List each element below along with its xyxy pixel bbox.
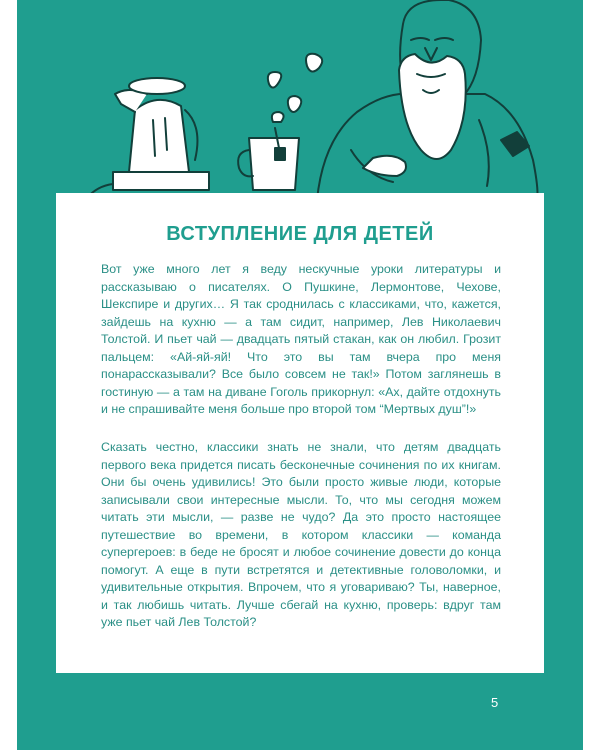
tolstoy-tea-illustration (17, 0, 583, 200)
page-title: ВСТУПЛЕНИЕ ДЛЯ ДЕТЕЙ (166, 223, 434, 245)
steam-icon (268, 54, 322, 122)
paragraph-2: Сказать честно, классики знать не знали, что детям двадцать первого века придется писать бесконечные сочинения по их книгам. Они бы очень удивились! Это были просто живые люди, которые записывали свои интересные мысли. То, что мы сегодня можем читать эти мысли, — разве не чудо? Да это просто настоящее путешествие во времени, в котором классики — команда супергероев: в беде не бросят и любое сочинение довести до конца помогут. А еще в пути встретятся и детективные головоломки, и удивительные открытия. Впрочем, что я уговариваю? Ты, наверное, и так любишь читать. Лучше сбегай на кухню, проверь: вдруг там уже пьет чай Лев Толстой? (101, 440, 501, 629)
paragraph-1: Вот уже много лет я веду нескучные уроки литературы и рассказываю о писателях. О Пушкине, Лермонтове, Чехове, Шекспире и других… Я так сроднилась с классиками, что, кажется, зайдешь на кухню — а там сидит, например, Лев Николаевич Толстой. И пьет чай — двадцать пятый стакан, как он любил. Грозит пальцем: «Ай-яй-яй! Что это вы там вчера про меня понарассказывали? Все было совсем не так!» Потом заглянешь в гостиную — а там на диване Гоголь прикорнул: «Ах, дайте отдохнуть и не спрашивайте меня больше про второй том “Мертвых душ”!» (101, 262, 501, 416)
book-page (17, 0, 583, 750)
tolstoy-figure (317, 0, 538, 200)
page-number: 5 (491, 695, 499, 710)
intro-text-card (56, 193, 544, 673)
kettle-icon (87, 78, 209, 198)
tea-mug-icon (238, 128, 299, 190)
